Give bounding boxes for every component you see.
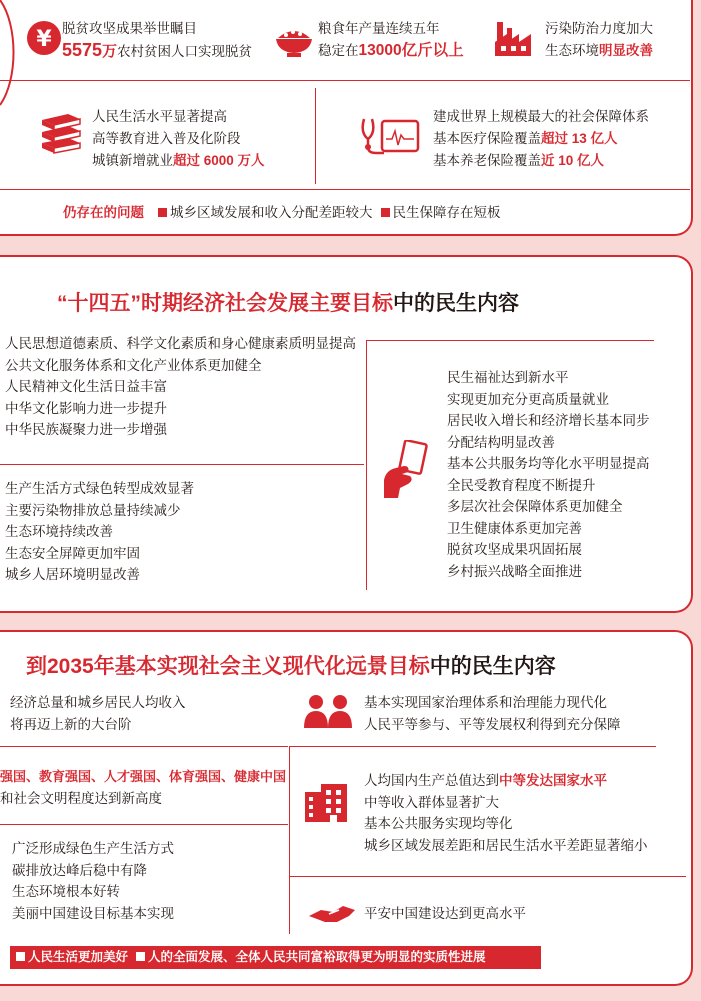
- gdp-highlight: 中等发达国家水平: [499, 773, 607, 788]
- list-item: 人民思想道德素质、科学文化素质和身心健康素质明显提高: [5, 336, 356, 351]
- medical-monitor-icon: [358, 113, 422, 162]
- problems-row: 仍存在的问题 城乡区域发展和收入分配差距较大 民生保障存在短板: [63, 205, 501, 220]
- divider: [290, 876, 686, 877]
- list-item: 和社会文明程度达到新高度: [0, 790, 162, 806]
- list-item: 将再迈上新的大台阶: [10, 716, 132, 732]
- list-item: 分配结构明显改善: [447, 434, 555, 450]
- list-item: 实现更加充分更高质量就业: [447, 391, 609, 407]
- list-item: 多层次社会保障体系更加健全: [447, 499, 623, 514]
- list-item: 基本公共服务均等化水平明显提高: [447, 456, 650, 471]
- rice-bowl-icon: [274, 20, 314, 63]
- building-icon: [303, 782, 349, 829]
- item5-line1: 建成世界上规模最大的社会保障体系: [433, 109, 649, 124]
- s3-left1: [10, 692, 186, 735]
- svg-text:¥: ¥: [36, 27, 52, 52]
- item2-line2: 稳定在13000亿斤以上: [318, 42, 464, 59]
- list-item: 卫生健康体系更加完善: [447, 520, 582, 536]
- item1-line1: 脱贫攻坚成果举世瞩目: [62, 21, 197, 36]
- list-item: 生态环境持续改善: [5, 524, 113, 539]
- divider: [289, 746, 290, 934]
- item5-line2: 基本医疗保险覆盖超过 13 亿人: [433, 131, 618, 146]
- books-icon: [38, 110, 84, 159]
- list-item: 民生福祉达到新水平: [447, 370, 569, 385]
- list-item: 脱贫攻坚成果巩固拓展: [447, 542, 582, 557]
- list-item: 乡村振兴战略全面推进: [447, 563, 582, 579]
- summary-banner: 人民生活更加美好 人的全面发展、全体人民共同富裕取得更为明显的实质性进展: [10, 946, 541, 969]
- s3-right3: 平安中国建设达到更高水平: [364, 906, 526, 921]
- list-item: 人民平等参与、平等发展权利得到充分保障: [364, 716, 621, 732]
- list-item: 中华文化影响力进一步提升: [5, 400, 167, 416]
- divider: [0, 824, 288, 825]
- list-item: 生产生活方式绿色转型成效显著: [5, 481, 194, 496]
- s2-right-list: [447, 367, 650, 582]
- list-item: 经济总量和城乡居民人均收入: [10, 695, 186, 710]
- item1-number: 5575: [62, 40, 103, 60]
- s2-left-top-list: [5, 333, 356, 441]
- divider: [0, 189, 690, 190]
- list-item: 碳排放达峰后稳中有降: [12, 862, 147, 878]
- divider: [0, 464, 364, 465]
- factory-icon: [493, 20, 537, 63]
- decor-arc: [0, 0, 24, 110]
- list-item: 中华民族凝聚力进一步增强: [5, 422, 167, 437]
- list-item: 中等收入群体显著扩大: [364, 794, 499, 810]
- item1-line2: 5575万农村贫困人口实现脱贫: [62, 40, 253, 60]
- divider: [0, 746, 288, 747]
- list-item: 人均国内生产总值达到中等发达国家水平: [364, 773, 607, 788]
- divider: [315, 88, 316, 184]
- section2-title: “十四五”时期经济社会发展主要目标中的民生内容: [57, 292, 519, 315]
- list-item: 城乡人居环境明显改善: [5, 567, 140, 582]
- list-item: 基本公共服务实现均等化: [364, 816, 513, 831]
- s3-right2: [364, 770, 648, 856]
- list-item: 生态环境根本好转: [12, 884, 120, 899]
- item5-highlight1: 超过 13 亿人: [541, 131, 618, 146]
- divider: [290, 746, 656, 747]
- item4-highlight: 超过 6000 万人: [173, 153, 265, 168]
- list-item: 公共文化服务体系和文化产业体系更加健全: [5, 357, 262, 373]
- list-item: 基本实现国家治理体系和治理能力现代化: [364, 695, 607, 710]
- handshake-icon: [309, 902, 357, 931]
- section3-title: 到2035年基本实现社会主义现代化远景目标中的民生内容: [26, 655, 556, 678]
- item4-line2: 高等教育进入普及化阶段: [92, 131, 241, 146]
- item5-highlight2: 近 10 亿人: [541, 153, 605, 168]
- s3-left3: [12, 838, 174, 924]
- list-item: 居民收入增长和经济增长基本同步: [447, 413, 650, 428]
- people-icon: [303, 694, 353, 733]
- divider: [366, 340, 367, 590]
- list-item: 城乡区域发展差距和居民生活水平差距显著缩小: [364, 837, 648, 853]
- list-item: 生态安全屏障更加牢固: [5, 545, 140, 561]
- list-item: 美丽中国建设目标基本实现: [12, 905, 174, 921]
- item3-highlight: 明显改善: [599, 43, 653, 58]
- problems-label: 仍存在的问题: [63, 205, 144, 220]
- item4-line1: 人民生活水平显著提高: [92, 109, 227, 124]
- raised-hand-icon: [380, 440, 428, 505]
- list-item: 广泛形成绿色生产生活方式: [12, 841, 174, 856]
- list-item: 强国、教育强国、人才强国、体育强国、健康中国: [0, 769, 287, 784]
- s3-right1: [364, 692, 621, 735]
- divider: [366, 340, 654, 341]
- item4-line3: 城镇新增就业超过 6000 万人: [92, 153, 265, 168]
- s2-left-bottom-list: [5, 478, 194, 586]
- divider: [0, 80, 690, 81]
- item5-line3: 基本养老保险覆盖近 10 亿人: [433, 153, 605, 168]
- item3-line2: 生态环境明显改善: [545, 43, 653, 58]
- list-item: 全民受教育程度不断提升: [447, 477, 596, 493]
- item2-line1: 粮食年产量连续五年: [318, 21, 440, 36]
- list-item: 主要污染物排放总量持续减少: [5, 502, 181, 518]
- s3-left2: [0, 766, 286, 809]
- list-item: 人民精神文化生活日益丰富: [5, 379, 167, 394]
- item2-number: 13000亿斤以上: [358, 42, 464, 59]
- item3-line1: 污染防治力度加大: [545, 21, 653, 36]
- yuan-coin-icon: [26, 20, 62, 61]
